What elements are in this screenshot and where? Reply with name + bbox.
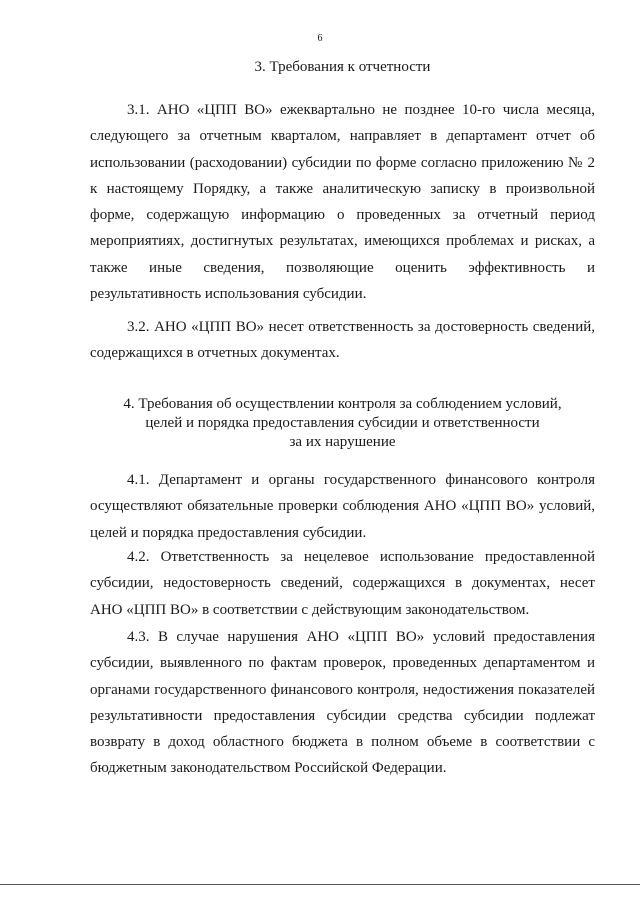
paragraph-4-1: 4.1. Департамент и органы государственного финансового контроля осуществляют обязательные проверки соблюдения АНО «ЦПП ВО» условий, целей и порядка предоставления субсидии. bbox=[90, 472, 595, 541]
section-4-heading-line-1: 4. Требования об осуществлении контроля за соблюдением условий, bbox=[123, 396, 562, 412]
page-bottom-rule bbox=[0, 884, 640, 885]
section-4-heading bbox=[90, 395, 595, 452]
section-4-heading-line-3: за их нарушение bbox=[289, 434, 396, 450]
paragraph-3-2: 3.2. АНО «ЦПП ВО» несет ответственность за достоверность сведений, содержащихся в отчетных документах. bbox=[90, 319, 595, 362]
paragraph-3-1: 3.1. АНО «ЦПП ВО» ежеквартально не позднее 10-го числа месяца, следующего за отчетным кварталом, направляет в департамент отчет об использовании (расходовании) субсидии по форме согласно приложению № 2 к настоящему Порядку, а также аналитическую записку в произвольной форме, содержащую информацию о проведенных за отчетный период мероприятиях, достигнутых результатах, имеющихся проблемах и рисках, а также иные сведения, позволяющие оценить эффективность и результативность использования субсидии. bbox=[90, 102, 595, 303]
section-3-heading: 3. Требования к отчетности bbox=[254, 59, 431, 75]
page-number: 6 bbox=[317, 33, 323, 44]
section-4-heading-line-2: целей и порядка предоставления субсидии и ответственности bbox=[145, 415, 540, 431]
paragraph-4-2: 4.2. Ответственность за нецелевое использование предоставленной субсидии, недостоверность сведений, содержащихся в документах, несет АНО «ЦПП ВО» в соответствии с действующим законодательством. bbox=[90, 549, 595, 618]
paragraph-4-3: 4.3. В случае нарушения АНО «ЦПП ВО» условий предоставления субсидии, выявленного по фактам проверок, проведенных департаментом и органами государственного финансового контроля, недостижения показателей результативности предоставления субсидии средства субсидии подлежат возврату в доход областного бюджета в полном объеме в соответствии с бюджетным законодательством Российской Федерации. bbox=[90, 629, 595, 777]
